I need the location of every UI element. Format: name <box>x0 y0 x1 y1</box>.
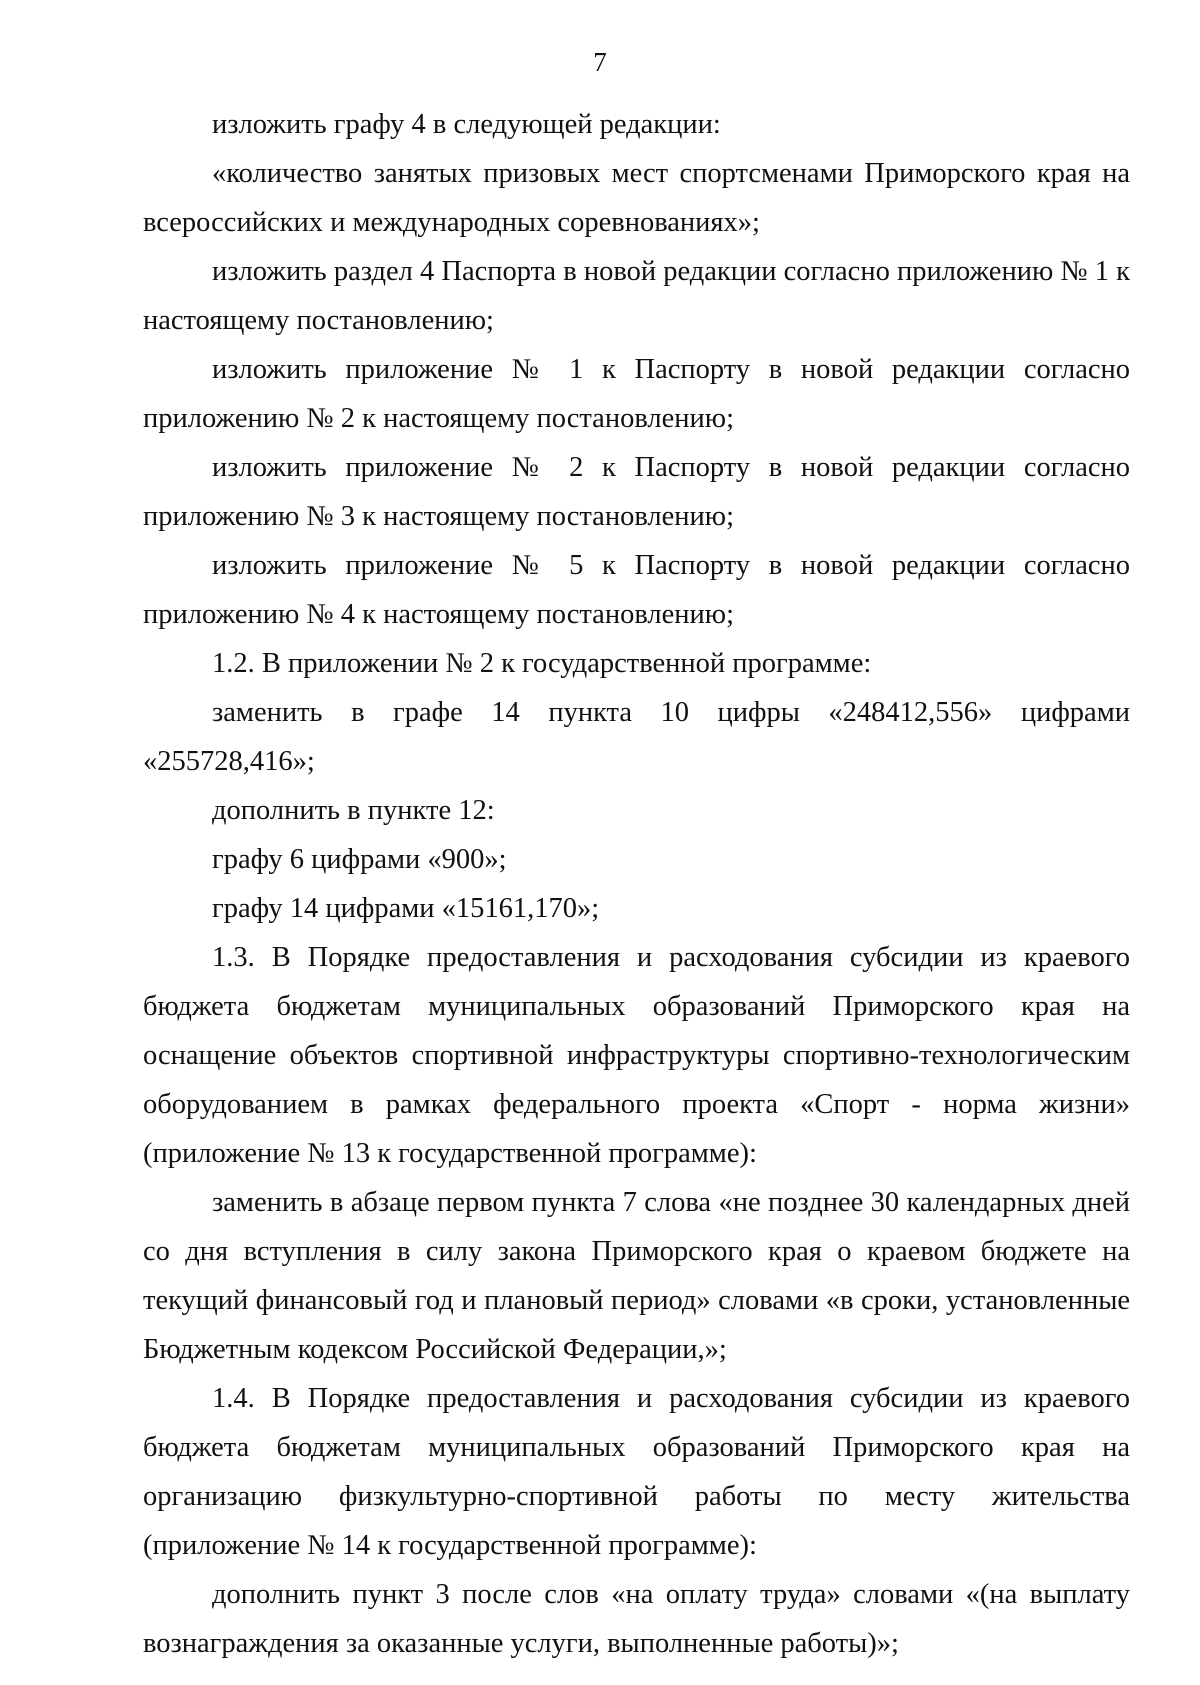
paragraph: 1.4. В Порядке предоставления и расходования субсидии из краевого бюджета бюджетам муниципальных образований Приморского края на организацию физкультурно-спортивной работы по месту жительства (приложение № 14 к государственной программе): <box>143 1383 1130 1561</box>
paragraph: изложить раздел 4 Паспорта в новой редакции согласно приложению № 1 к настоящему постановлению; <box>143 256 1130 336</box>
paragraph: изложить графу 4 в следующей редакции: <box>212 109 721 140</box>
page-number: 7 <box>593 47 607 77</box>
document-body <box>143 100 1130 1668</box>
paragraph: графу 6 цифрами «900»; <box>212 844 507 875</box>
paragraph: 1.2. В приложении № 2 к государственной программе: <box>212 648 872 679</box>
paragraph: «количество занятых призовых мест спортсменами Приморского края на всероссийских и международных соревнованиях»; <box>143 158 1130 238</box>
paragraph: дополнить в пункте 12: <box>212 795 495 826</box>
paragraph: дополнить пункт 3 после слов «на оплату труда» словами «(на выплату вознаграждения за оказанные услуги, выполненные работы)»; <box>143 1579 1130 1659</box>
paragraph: заменить в графе 14 пункта 10 цифры «248412,556» цифрами «255728,416»; <box>143 697 1130 777</box>
paragraph: 1.3. В Порядке предоставления и расходования субсидии из краевого бюджета бюджетам муниципальных образований Приморского края на оснащение объектов спортивной инфраструктуры спортивно-технологическим оборудованием в рамках федерального проекта «Спорт - норма жизни» (приложение № 13 к государственной программе): <box>143 942 1130 1169</box>
paragraph: изложить приложение № 2 к Паспорту в новой редакции согласно приложению № 3 к настоящему постановлению; <box>143 452 1130 532</box>
paragraph: изложить приложение № 1 к Паспорту в новой редакции согласно приложению № 2 к настоящему постановлению; <box>143 354 1130 434</box>
paragraph: изложить приложение № 5 к Паспорту в новой редакции согласно приложению № 4 к настоящему постановлению; <box>143 550 1130 630</box>
paragraph: графу 14 цифрами «15161,170»; <box>212 893 600 924</box>
paragraph: заменить в абзаце первом пункта 7 слова «не позднее 30 календарных дней со дня вступления в силу закона Приморского края о краевом бюджете на текущий финансовый год и плановый период» словами «в сроки, установленные Бюджетным кодексом Российской Федерации,»; <box>143 1187 1130 1365</box>
